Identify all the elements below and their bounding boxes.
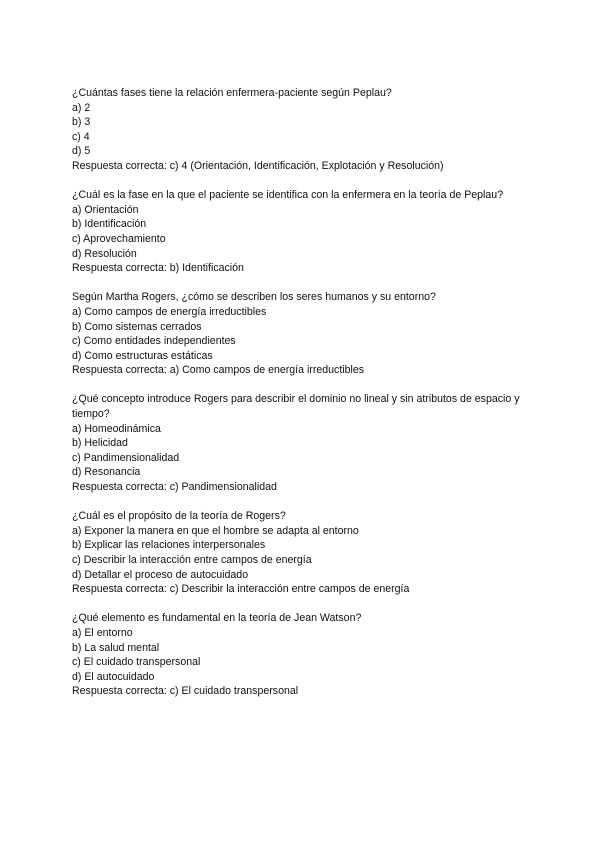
option-c: c) Pandimensionalidad — [72, 451, 180, 464]
correct-answer: Respuesta correcta: b) Identificación — [72, 262, 244, 275]
correct-answer: Respuesta correcta: a) Como campos de energía irreductibles — [72, 364, 365, 377]
option-b: b) Helicidad — [72, 437, 128, 450]
option-d: d) Resolución — [72, 247, 137, 260]
option-d: d) Detallar el proceso de autocuidado — [72, 568, 249, 581]
option-c: c) El cuidado transpersonal — [72, 656, 201, 669]
correct-answer: Respuesta correcta: c) El cuidado transpersonal — [72, 685, 299, 698]
option-b: b) 3 — [72, 116, 91, 129]
option-b: b) Explicar las relaciones interpersonales — [72, 539, 266, 552]
option-d: d) 5 — [72, 145, 91, 158]
option-b: b) Como sistemas cerrados — [72, 320, 202, 333]
option-c: c) Describir la interacción entre campos de energía — [72, 554, 312, 566]
option-a: a) El entorno — [72, 626, 133, 639]
question-block-4 — [72, 392, 542, 494]
document-page — [72, 86, 542, 714]
option-c: c) Aprovechamiento — [72, 232, 166, 245]
question-block-6 — [72, 611, 542, 699]
correct-answer: Respuesta correcta: c) Describir la interacción entre campos de energía — [72, 583, 410, 596]
question-text: ¿Qué concepto introduce Rogers para describir el dominio no lineal y sin atributos de espacio y tiempo? — [72, 393, 520, 421]
option-a: a) Exponer la manera en que el hombre se adapta al entorno — [72, 524, 359, 537]
option-d: d) Como estructuras estáticas — [72, 349, 213, 362]
question-block-1 — [72, 86, 542, 174]
correct-answer: Respuesta correcta: c) 4 (Orientación, Identificación, Explotación y Resolución) — [72, 159, 444, 172]
question-block-2 — [72, 188, 542, 276]
option-a: a) 2 — [72, 101, 91, 114]
question-block-5 — [72, 509, 542, 597]
option-b: b) La salud mental — [72, 641, 160, 654]
question-block-3 — [72, 290, 542, 378]
option-c: c) 4 — [72, 130, 90, 143]
question-text: ¿Cuántas fases tiene la relación enfermera-paciente según Peplau? — [72, 87, 392, 99]
option-d: d) El autocuidado — [72, 670, 155, 683]
option-d: d) Resonancia — [72, 466, 141, 479]
option-a: a) Orientación — [72, 203, 139, 216]
option-a: a) Homeodinámica — [72, 422, 161, 435]
question-text: ¿Cuál es la fase en la que el paciente se identifica con la enfermera en la teoría de Peplau? — [72, 189, 504, 202]
question-text: ¿Cuál es el propósito de la teoría de Rogers? — [72, 510, 286, 523]
correct-answer: Respuesta correcta: c) Pandimensionalidad — [72, 481, 277, 494]
question-text: ¿Qué elemento es fundamental en la teoría de Jean Watson? — [72, 612, 362, 625]
option-a: a) Como campos de energía irreductibles — [72, 305, 267, 318]
option-c: c) Como entidades independientes — [72, 335, 236, 348]
question-text: Según Martha Rogers, ¿cómo se describen los seres humanos y su entorno? — [72, 291, 436, 304]
option-b: b) Identificación — [72, 218, 147, 231]
